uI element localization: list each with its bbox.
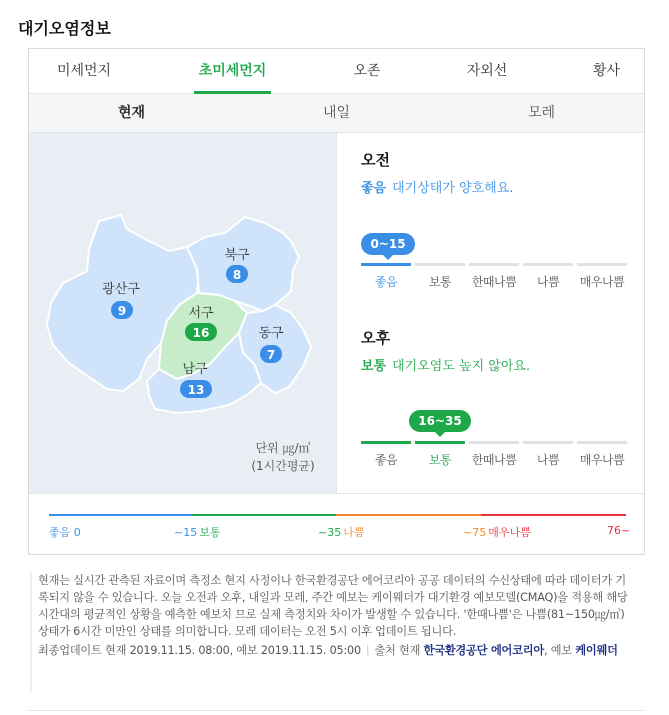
am-period-label: 오전 (361, 151, 390, 169)
pm-scale-label-good: 좋음 (374, 453, 398, 467)
grade-legend (29, 493, 644, 556)
legend-bound-15: ~15 (174, 526, 198, 539)
legend-bar-good (49, 514, 192, 516)
district-buk-value: 8 (232, 268, 242, 282)
am-scale-seg-temp-bad (469, 263, 519, 266)
legend-bar-bad (336, 514, 481, 516)
pm-scale-label-temp-bad: 한때나쁨 (471, 453, 517, 467)
am-scale-seg-bad (523, 263, 573, 266)
district-map (29, 133, 336, 493)
air-quality-card (28, 48, 645, 555)
district-gwangsan-value: 9 (117, 304, 127, 318)
bottom-divider (28, 710, 645, 711)
notes-source-mid: , 예보 (543, 644, 572, 657)
am-scale-seg-very-bad (577, 263, 627, 266)
pm-range-pill (409, 410, 471, 432)
pm-scale-label-very-bad: 매우나쁨 (579, 453, 625, 467)
am-range-value: 0~15 (370, 237, 406, 251)
pm-grade: 보통 (361, 359, 387, 374)
subtab-now[interactable]: 현재 (117, 105, 146, 121)
district-map-svg (29, 133, 336, 493)
district-nam-name: 남구 (182, 362, 208, 377)
map-unit-label: 단위 ㎍/㎥ (255, 441, 311, 455)
tab-yellow-dust[interactable]: 황사 (592, 63, 621, 79)
district-buk-name: 북구 (224, 248, 250, 263)
legend-label-normal (174, 524, 220, 540)
legend-bar-very-bad (481, 514, 626, 516)
pm-scale-label-normal: 보통 (428, 453, 452, 467)
am-grade: 좋음 (361, 181, 387, 196)
am-message: 대기상태가 양호해요. (392, 181, 514, 196)
district-gwangsan-name: 광산구 (102, 282, 140, 297)
notes-source-prefix: 출처 현재 (374, 644, 421, 657)
district-dong-name: 동구 (258, 326, 284, 341)
pm-status (361, 355, 530, 374)
legend-bound-76: 76~ (607, 524, 631, 537)
tab-uv[interactable]: 자외선 (466, 63, 508, 79)
legend-bound-75: ~75 (463, 526, 487, 539)
am-scale-label-normal: 보통 (428, 275, 452, 289)
notes-updated: 최종업데이트 현재 2019.11.15. 08:00, 예보 2019.11.15. 05:00 (38, 644, 361, 657)
notes (38, 572, 630, 659)
notes-divider (30, 572, 32, 692)
legend-label-very-bad (463, 524, 531, 540)
tab-pm25[interactable]: 초미세먼지 (194, 49, 271, 93)
notes-separator: | (365, 644, 370, 657)
district-dong-value: 7 (266, 348, 276, 362)
pm-message: 대기오염도 높지 않아요. (392, 359, 531, 374)
legend-label-good: 좋음 0 (49, 526, 81, 539)
tab-ozone[interactable]: 오존 (353, 63, 381, 79)
subtab-tomorrow[interactable]: 내일 (322, 105, 351, 121)
am-scale-label-good: 좋음 (374, 275, 398, 289)
am-status (361, 177, 513, 196)
legend-grade-very-bad: 매우나쁨 (488, 526, 531, 539)
pm-scale-seg-good (361, 441, 411, 444)
district-seo-value: 16 (192, 326, 210, 340)
tab-pm10[interactable]: 미세먼지 (56, 63, 112, 79)
legend-grade-normal: 보통 (199, 526, 221, 539)
source-link-airkorea[interactable]: 한국환경공단 에어코리아 (423, 644, 544, 657)
source-link-kweather[interactable]: 케이웨더 (575, 644, 618, 657)
forecast-panel (336, 133, 644, 493)
notes-update-line (38, 642, 630, 659)
legend-label-bad (318, 524, 364, 540)
pm-scale-seg-normal (415, 441, 465, 444)
am-scale-seg-normal (415, 263, 465, 266)
legend-bound-35: ~35 (318, 526, 342, 539)
pm-period-label: 오후 (361, 329, 390, 347)
pollutant-tabs (29, 49, 644, 94)
pm-range-value: 16~35 (418, 414, 462, 428)
district-nam-value: 13 (187, 383, 205, 397)
legend-bar-normal (192, 514, 336, 516)
subtab-day-after[interactable]: 모레 (527, 105, 556, 121)
map-unit-note: (1시간평균) (251, 459, 315, 473)
legend-grade-bad: 나쁨 (343, 526, 365, 539)
am-scale-label-bad: 나쁨 (536, 275, 560, 289)
am-range-pill (361, 233, 415, 255)
am-scale-label-temp-bad: 한때나쁨 (471, 275, 517, 289)
notes-body: 현재는 실시간 관측된 자료이며 측정소 현지 사정이나 한국환경공단 에어코리아 공공 데이터의 수신상태에 따라 데이터가 기록되지 않을 수 있습니다. 오늘 오전과 오후, 내일과 모레, 주간 예보는 케이웨더가 대기환경 예보모델(CMAQ)을 적용해 해당 시간대의 평균적인 상황을 예측한 예보치 므로 실제 측정치와 차이가 발생할 수 있습니다. '한때나쁨'은 나쁨(81~150㎍/㎥)상태가 6시간 미만인 상태를 의미합니다. 모레 데이터는 오전 5시 이후 업데이트 됩니다. (38, 574, 628, 638)
am-scale-seg-good (361, 263, 411, 266)
pm-scale-seg-temp-bad (469, 441, 519, 444)
district-seo-name: 서구 (188, 306, 214, 321)
pm-scale-seg-very-bad (577, 441, 627, 444)
day-tabs (29, 94, 644, 133)
pm-scale-label-bad: 나쁨 (536, 453, 560, 467)
am-scale-label-very-bad: 매우나쁨 (579, 275, 625, 289)
page-title: 대기오염정보 (18, 19, 111, 38)
pm-scale-seg-bad (523, 441, 573, 444)
